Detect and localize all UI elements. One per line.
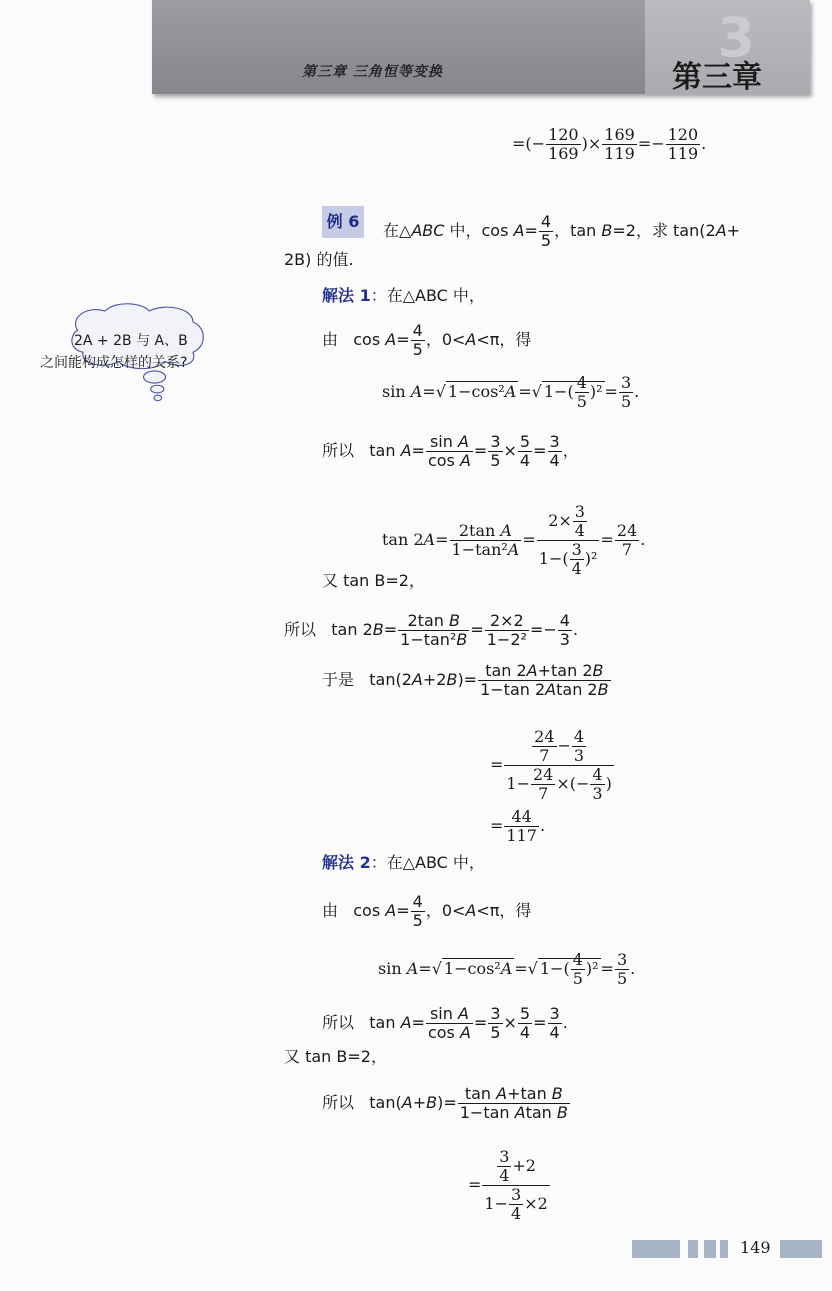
solution1-heading	[322, 286, 485, 306]
solution1-final: = $\frac{44}{117}$ .	[490, 807, 546, 845]
solution1-tanb: 又 tan B=2，	[322, 571, 425, 590]
example-text: 在△ABC 中，cos A= $\frac{4}{5}$ ，tan B=2，求 tan(2A+	[383, 212, 741, 250]
solution1-tan2a: tan 2A= $\frac{\text{2tan A}}{\text{1−tan²A}}$ = 2× $\frac{3}{4}$ 1−( $\frac{3}{4}$ )² = $\frac{24}{7}$ .	[382, 502, 646, 578]
solution2-sin: sin A=√ 1−cos²A =√ 1−( $\frac{4}{5}$ )² = $\frac{3}{5}$ .	[378, 950, 636, 988]
chapter-number-watermark: 3	[717, 6, 755, 69]
solution2-tanb: 又 tan B=2，	[284, 1047, 387, 1066]
solution1-title: 解法 1	[322, 286, 371, 305]
footer-bar-left	[632, 1240, 680, 1258]
solution2-title: 解法 2	[322, 853, 371, 872]
footer-bar-mid2	[704, 1240, 716, 1258]
solution2-given: 由 cos A= $\frac{4}{5}$ ，0<A<π，得	[322, 892, 532, 930]
footer-bar-right	[780, 1240, 822, 1258]
solution1-intro: ：在△ABC 中，	[370, 286, 485, 305]
solution1-given: 由 cos A= $\frac{4}{5}$ ，0<A<π，得	[322, 321, 532, 359]
footer-bar-mid3	[720, 1240, 728, 1258]
footer-bar-mid1	[688, 1240, 698, 1258]
sidenote-line1: 2A + 2B 与 A、B	[74, 333, 188, 349]
solution1-tan2b: 所以 tan 2B= $\frac{\text{2tan B}}{\text{1−tan²B}}$ = $\frac{2\times 2}{\text{1−2²}}$ =− $\frac{4}{3}$ .	[284, 611, 579, 649]
solution1-tan: 所以 tan A= $\frac{\text{sin A}}{\text{cos A}}$ = $\frac{3}{5}$ × $\frac{5}{4}$ = $\frac{3}{4}$ ，	[322, 432, 579, 470]
page-number: 149	[740, 1238, 771, 1257]
example-text-cont: 2B) 的值.	[284, 250, 354, 269]
solution1-sub: = $\frac{24}{7}$ − $\frac{4}{3}$ 1− $\frac{24}{7}$ ×(− $\frac{4}{3}$ )	[490, 727, 612, 803]
solution1-sum: 于是 tan(2A+2B)= $\frac{\tan 2A+\tan 2B}{1-\tan 2Atan 2B}$	[322, 661, 609, 699]
solution1-sin: sin A=√ 1−cos²A =√ 1−( $\frac{4}{5}$ )² = $\frac{3}{5}$ .	[382, 373, 640, 411]
chapter-header-band	[152, 0, 810, 94]
sidenote-line2: 之间能构成怎样的关系?	[40, 355, 188, 371]
solution2-sum: 所以 tan(A+B)= $\frac{\text{tan A+tan B}}{\text{1−tan Atan B}}$	[322, 1084, 568, 1122]
chapter-label: 第三章	[672, 60, 762, 95]
running-title: 第三章 三角恒等变换	[302, 64, 443, 80]
solution2-sub: = $\frac{3}{4}$ +2 1− $\frac{3}{4}$ ×2	[468, 1147, 548, 1223]
solution2-heading	[322, 853, 485, 873]
sidenote	[40, 330, 240, 374]
example-label: 例 6	[322, 206, 364, 238]
solution2-tan: 所以 tan A= $\frac{\text{sin A}}{\text{cos A}}$ = $\frac{3}{5}$ × $\frac{5}{4}$ = $\frac{3}{4}$ .	[322, 1004, 568, 1042]
top-result: =(− $\frac{120}{169}$ )× $\frac{169}{119}$ =− $\frac{120}{119}$ .	[512, 125, 707, 163]
solution2-intro: ：在△ABC 中，	[370, 853, 485, 872]
